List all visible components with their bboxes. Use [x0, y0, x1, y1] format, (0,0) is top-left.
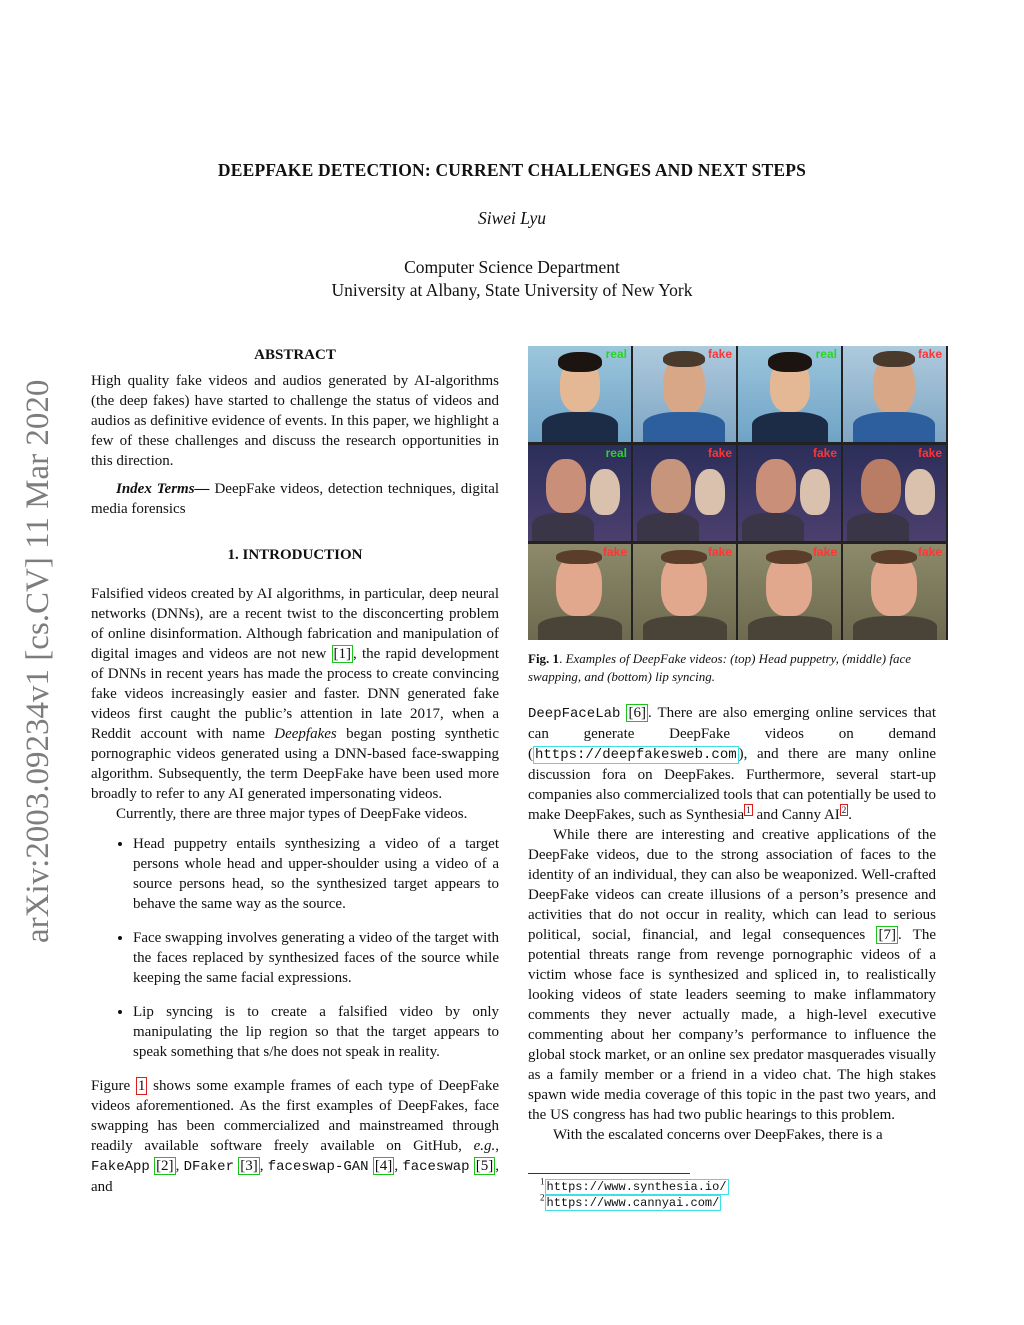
- hair-shape: [873, 351, 915, 367]
- video-frame: [528, 544, 631, 640]
- shirt-shape: [538, 616, 622, 640]
- intro-p1-b: , the rapid development of DNNs in recent years has made the process to create convincing fake videos increasingly easier and faster. DNN generated fake videos first caught the public’s attention in late 2017, when a Reddit account with name: [91, 646, 499, 742]
- shirt-shape: [643, 616, 727, 640]
- intro-p1-a: Falsified videos created by AI algorithms, in particular, deep neural networks (DNNs), are a recent twist to the disconcerting problem of online disinformation. Although fabrication and manipulation of digital images and videos are not new: [91, 586, 499, 662]
- citation-4[interactable]: [4]: [374, 1158, 393, 1174]
- face-shape: [546, 459, 586, 513]
- affiliation: [0, 256, 1024, 302]
- footnote-rule: [528, 1173, 690, 1174]
- fake-label: fake: [917, 347, 942, 361]
- paper-title: DEEPFAKE DETECTION: CURRENT CHALLENGES AND NEXT STEPS: [217, 160, 807, 180]
- synthesia-link[interactable]: https://www.synthesia.io/: [546, 1180, 727, 1194]
- video-frame: [528, 346, 631, 442]
- deepfakesweb-link[interactable]: https://deepfakesweb.com: [535, 747, 737, 763]
- list-item: • Head puppetry entails synthesizing a video of a target persons whole head and upper-shoulder using a video of a source persons head, so the synthesized target appears to behave the same way as the source.: [133, 834, 499, 914]
- shirt-shape: [853, 412, 935, 442]
- cannyai-link[interactable]: https://www.cannyai.com/: [546, 1196, 720, 1210]
- footnote-2: [540, 1194, 721, 1211]
- citation-6[interactable]: [6]: [628, 705, 646, 721]
- figure-caption: Fig. 1. Examples of DeepFake videos: (top) Head puppetry, (middle) face swapping, and (bottom) lip syncing.: [528, 651, 912, 684]
- face-shape: [861, 459, 901, 513]
- tool-faceswap-gan: faceswap-GAN: [267, 1159, 369, 1175]
- hair-shape: [766, 550, 812, 564]
- right-p1-b: ), and there are many online discussion fora on DeepFakes. Furthermore, several start-up companies also commercialized tools that can potentially be used to make DeepFakes, such as Synthesia: [528, 746, 936, 823]
- fake-label: fake: [812, 446, 837, 460]
- video-frame: [738, 346, 841, 442]
- shirt-shape: [532, 513, 594, 541]
- right-p2-b: . The potential threats range from revenge pornographic videos of a victim whose face is synthesized and spliced in, to realistically looking videos of state leaders seeming to make inflammatory comments they never actually made, a high-level executive commenting about her company’s performance to influence the global stock market, or an online sex predator masquerades visually as a family member or a friend in a video chat. The high stakes spawn wide media coverage of this topic in the past two years, and the US congress has had two public hearings to this problem.: [528, 927, 936, 1123]
- tool-fakeapp: FakeApp: [91, 1159, 150, 1175]
- figure-1: [528, 346, 948, 640]
- citation-7[interactable]: [7]: [878, 927, 896, 943]
- shirt-shape: [643, 412, 725, 442]
- deepfake-types-list: [91, 834, 499, 1062]
- department: Computer Science Department: [404, 257, 620, 277]
- video-frame: [633, 346, 736, 442]
- deepfakes-term: Deepfakes: [274, 726, 337, 742]
- fake-label: fake: [812, 545, 837, 559]
- intro-paragraph-1: [91, 584, 499, 804]
- intro-paragraph-3: Figure 1 shows some example frames of each type of DeepFake videos aforementioned. As the first examples of DeepFakes, face swapping has been commercialized and mainstreamed through readily available software freely available on GitHub, e.g., FakeApp [2] , DFaker [3] , faceswap-GAN [4] , faceswap [5] , and: [91, 1078, 500, 1195]
- footnote-1-mark[interactable]: 1: [746, 805, 751, 815]
- hair-shape: [661, 550, 707, 564]
- arxiv-identifier: arXiv:2003.09234v1 [cs.CV] 11 Mar 2020: [20, 379, 56, 943]
- citation-3[interactable]: [3]: [240, 1158, 258, 1174]
- shirt-shape: [748, 616, 832, 640]
- video-frame: [633, 544, 736, 640]
- face-shape: [756, 459, 796, 513]
- shirt-shape: [742, 513, 804, 541]
- right-paragraph-3: With the escalated concerns over DeepFakes, there is a: [553, 1127, 883, 1143]
- real-label: real: [605, 347, 627, 361]
- intro-p3-b: shows some example frames of each type of DeepFake videos aforementioned. As the first examples of DeepFakes, face swapping has been commercialized and mainstreamed through readily available software freely available on GitHub,: [91, 1078, 499, 1154]
- real-label: real: [815, 347, 837, 361]
- face-shape: [651, 459, 691, 513]
- real-label: real: [605, 446, 627, 460]
- fake-label: fake: [707, 545, 732, 559]
- shirt-shape: [637, 513, 699, 541]
- video-frame: [528, 445, 631, 541]
- index-terms: [91, 479, 499, 519]
- intro-p3-a: Figure: [91, 1078, 136, 1094]
- bird-shape: [800, 469, 830, 515]
- right-paragraph-1: DeepFaceLab [6] . There are also emerging online services that can generate DeepFake videos on demand ( https://deepfakesweb.com ), and there are many online discussion fora on DeepFakes. Furthermore, several start-up companies also commercialized tools that can potentially be used to make DeepFakes, such as Synthesia $^1$ and Canny AI $^2$ .: [528, 705, 936, 823]
- video-frame: [843, 544, 946, 640]
- intro-heading: 1. INTRODUCTION: [227, 547, 363, 563]
- right-p2-a: While there are interesting and creative applications of the DeepFake videos, due to the strong association of faces to the identity of an individual, they can also be weaponized. Well-crafted DeepFake videos can create illusions of a person’s presence and activities that do not occur in reality, which can lead to serious political, social, financial, and legal consequences: [528, 827, 936, 943]
- figure-1-link[interactable]: 1: [137, 1078, 146, 1094]
- fake-label: fake: [917, 446, 942, 460]
- hair-shape: [558, 352, 602, 372]
- fake-label: fake: [917, 545, 942, 559]
- index-terms-label: Index Terms—: [116, 481, 210, 497]
- citation-2[interactable]: [2]: [156, 1158, 174, 1174]
- tool-deepfacelab: DeepFaceLab: [528, 706, 621, 722]
- footnote-2-mark[interactable]: 2: [841, 805, 847, 815]
- right-paragraph-2: [528, 825, 936, 1125]
- video-frame: [738, 544, 841, 640]
- university: University at Albany, State University of New York: [331, 280, 693, 300]
- footnote-2-number: 2: [540, 1192, 545, 1203]
- video-frame: [633, 445, 736, 541]
- list-item: • Lip syncing is to create a falsified video by only manipulating the lip region so that the target appears to speak something that s/he does not speak in reality.: [133, 1002, 499, 1062]
- fake-label: fake: [602, 545, 627, 559]
- citation-5[interactable]: [5]: [475, 1158, 494, 1174]
- left-column: [91, 345, 499, 1197]
- bird-shape: [905, 469, 935, 515]
- hair-shape: [871, 550, 917, 564]
- fake-label: fake: [707, 347, 732, 361]
- intro-p3-c: ,: [495, 1138, 499, 1154]
- and-word: , and: [91, 1158, 500, 1195]
- hair-shape: [663, 351, 705, 367]
- video-frame: [738, 445, 841, 541]
- list-item: • Face swapping involves generating a video of the target with the faces replaced by synthesized faces of the source while keeping the same facial expressions.: [133, 928, 499, 988]
- right-p1-c: and Canny AI: [752, 807, 840, 823]
- video-frame: [843, 445, 946, 541]
- intro-p1-c: began posting synthetic pornographic videos generated using a DNN-based face-swapping algorithm. Subsequently, the term DeepFake have been used more broadly to refer to any AI generated impersonating videos.: [91, 726, 499, 802]
- footnote-1: [540, 1178, 729, 1195]
- tool-faceswap: faceswap: [402, 1159, 470, 1175]
- hair-shape: [768, 352, 812, 372]
- right-p1-a: . There are also emerging online services that can generate DeepFake videos on demand (: [528, 705, 936, 762]
- shirt-shape: [542, 412, 618, 442]
- caption-text: Examples of DeepFake videos: (top) Head puppetry, (middle) face swapping, and (bottom) lip syncing.: [528, 651, 912, 684]
- shirt-shape: [752, 412, 828, 442]
- author-name: Siwei Lyu: [477, 208, 547, 228]
- tool-dfaker: DFaker: [183, 1159, 234, 1175]
- hair-shape: [556, 550, 602, 564]
- shirt-shape: [853, 616, 937, 640]
- abstract-text: High quality fake videos and audios generated by AI-algorithms (the deep fakes) have started to challenge the status of videos and audios as definitive evidence of events. In this paper, we highlight a few of these challenges and discuss the research opportunities in this direction.: [91, 373, 499, 469]
- fake-label: fake: [707, 446, 732, 460]
- video-frame: [843, 346, 946, 442]
- shirt-shape: [847, 513, 909, 541]
- intro-paragraph-2: Currently, there are three major types of DeepFake videos.: [116, 806, 468, 822]
- bird-shape: [695, 469, 725, 515]
- abstract-heading: ABSTRACT: [254, 347, 336, 363]
- footnote-1-number: 1: [540, 1176, 545, 1187]
- citation-1[interactable]: [1]: [333, 646, 352, 662]
- index-terms-text: DeepFake videos, detection techniques, digital media forensics: [91, 481, 500, 517]
- bird-shape: [590, 469, 620, 515]
- caption-label: Fig. 1: [528, 651, 560, 666]
- right-column: [528, 703, 936, 1145]
- eg-abbrev: e.g.: [473, 1138, 496, 1154]
